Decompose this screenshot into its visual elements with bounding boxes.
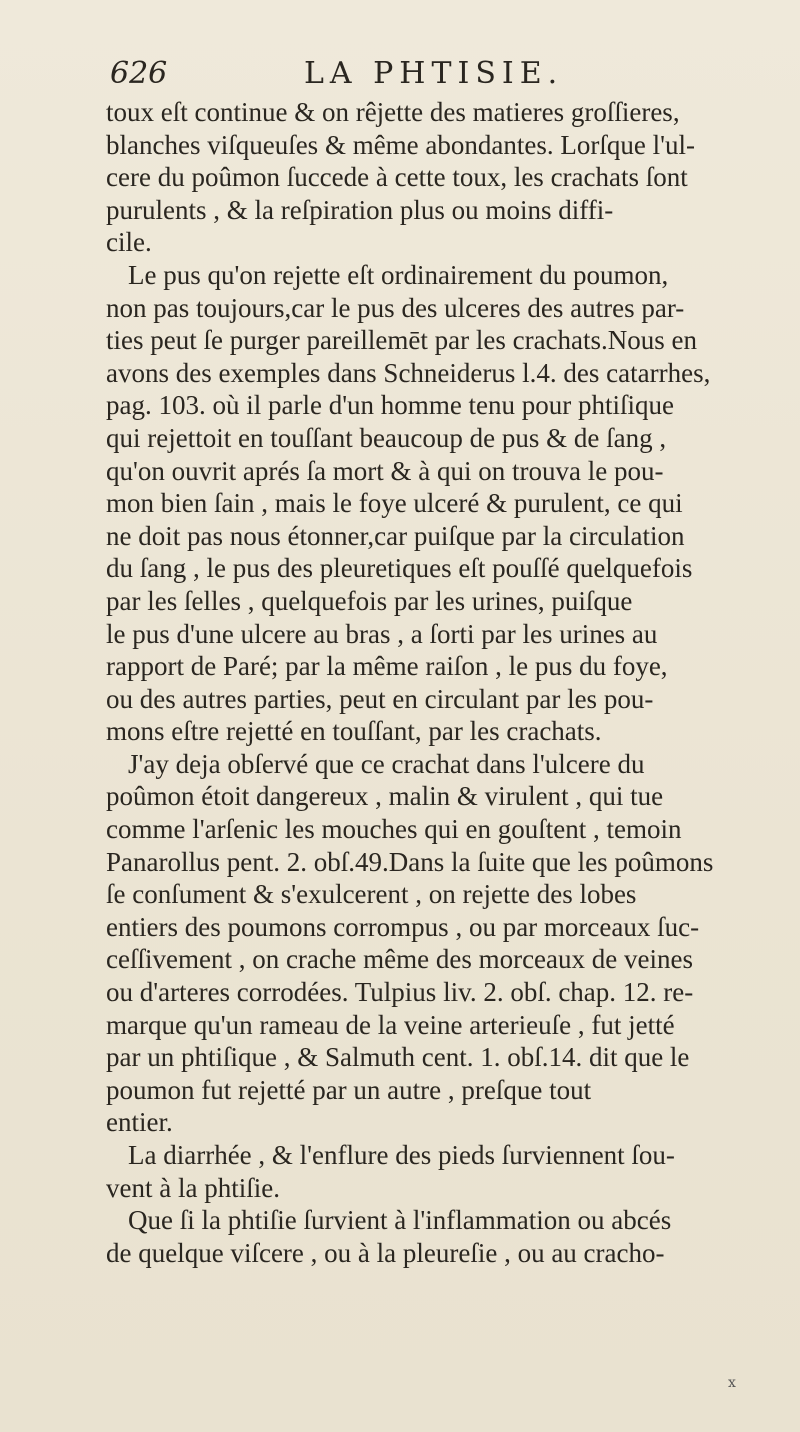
page-number: 626 bbox=[110, 56, 168, 91]
text-line: J'ay deja obſervé que ce crachat dans l'ulcere du bbox=[128, 748, 645, 779]
text-line: poumon fut rejetté par un autre , preſque tout bbox=[106, 1074, 592, 1105]
text-line: La diarrhée , & l'enflure des pieds ſurviennent ſou- bbox=[128, 1140, 675, 1170]
text-line: ou d'arteres corrodées. Tulpius liv. 2. obſ. chap. 12. re- bbox=[106, 977, 694, 1008]
text-line: blanches viſqueuſes & même abondantes. Lorſque l'ul- bbox=[106, 129, 695, 160]
text-line: ceſſivement , on crache même des morceaux de veines bbox=[106, 944, 693, 975]
text-line: cile. bbox=[106, 227, 152, 258]
text-line: entier. bbox=[106, 1107, 173, 1138]
text-line: purulents , & la reſpiration plus ou moins diffi- bbox=[106, 194, 614, 225]
text-line: ne doit pas nous étonner,car puiſque par la circulation bbox=[106, 520, 685, 551]
body-text bbox=[106, 96, 796, 1269]
text-line: mon bien ſain , mais le foye ulceré & purulent, ce qui bbox=[106, 488, 683, 519]
running-header bbox=[110, 56, 710, 96]
text-line: qu'on ouvrit aprés ſa mort & à qui on trouva le pou- bbox=[106, 455, 664, 486]
text-line: non pas toujours,car le pus des ulceres des autres par- bbox=[106, 292, 685, 323]
text-line: qui rejettoit en touſſant beaucoup de pus & de ſang , bbox=[106, 422, 667, 453]
text-line: cere du poûmon ſuccede à cette toux, les crachats ſont bbox=[106, 162, 688, 193]
text-line: ou des autres parties, peut en circulant par les pou- bbox=[106, 683, 654, 714]
text-line: avons des exemples dans Schneiderus l.4. des catarrhes, bbox=[106, 357, 711, 388]
text-line: mons eſtre rejetté en touſſant, par les crachats. bbox=[106, 716, 602, 747]
text-line: comme l'arſenic les mouches qui en gouſtent , temoin bbox=[106, 814, 682, 845]
text-line: le pus d'une ulcere au bras , a ſorti par les urines au bbox=[106, 618, 658, 649]
text-line: marque qu'un rameau de la veine arterieuſe , fut jetté bbox=[106, 1009, 675, 1040]
text-line: du ſang , le pus des pleuretiques eſt pouſſé quelquefois bbox=[106, 553, 693, 584]
stray-mark: x bbox=[728, 1375, 736, 1391]
text-line: Que ſi la phtiſie ſurvient à l'inflammation ou abcés bbox=[128, 1205, 672, 1236]
text-line: vent à la phtiſie. bbox=[106, 1172, 280, 1203]
text-line: pag. 103. où il parle d'un homme tenu pour phtiſique bbox=[106, 390, 675, 421]
text-line: par un phtiſique , & Salmuth cent. 1. obſ.14. dit que le bbox=[106, 1042, 690, 1073]
text-line: de quelque viſcere , ou à la pleureſie , ou au cracho- bbox=[106, 1237, 665, 1268]
text-line: poûmon étoit dangereux , malin & virulent , qui tue bbox=[106, 781, 664, 812]
text-line: Le pus qu'on rejette eſt ordinairement du poumon, bbox=[128, 259, 669, 290]
text-line: ties peut ſe purger pareillemēt par les crachats.Nous en bbox=[106, 325, 698, 356]
running-title: LA PHTISIE. bbox=[304, 56, 564, 91]
text-line: rapport de Paré; par la même raiſon , le pus du foye, bbox=[106, 651, 668, 682]
text-line: ſe conſument & s'exulcerent , on rejette des lobes bbox=[106, 879, 637, 910]
text-line: toux eſt continue & on rêjette des matieres groſſieres, bbox=[106, 97, 680, 127]
text-line: Panarollus pent. 2. obſ.49.Dans la ſuite que les poûmons bbox=[106, 846, 714, 877]
text-line: par les ſelles , quelquefois par les urines, puiſque bbox=[106, 585, 633, 616]
text-line: entiers des poumons corrompus , ou par morceaux ſuc- bbox=[106, 911, 700, 942]
